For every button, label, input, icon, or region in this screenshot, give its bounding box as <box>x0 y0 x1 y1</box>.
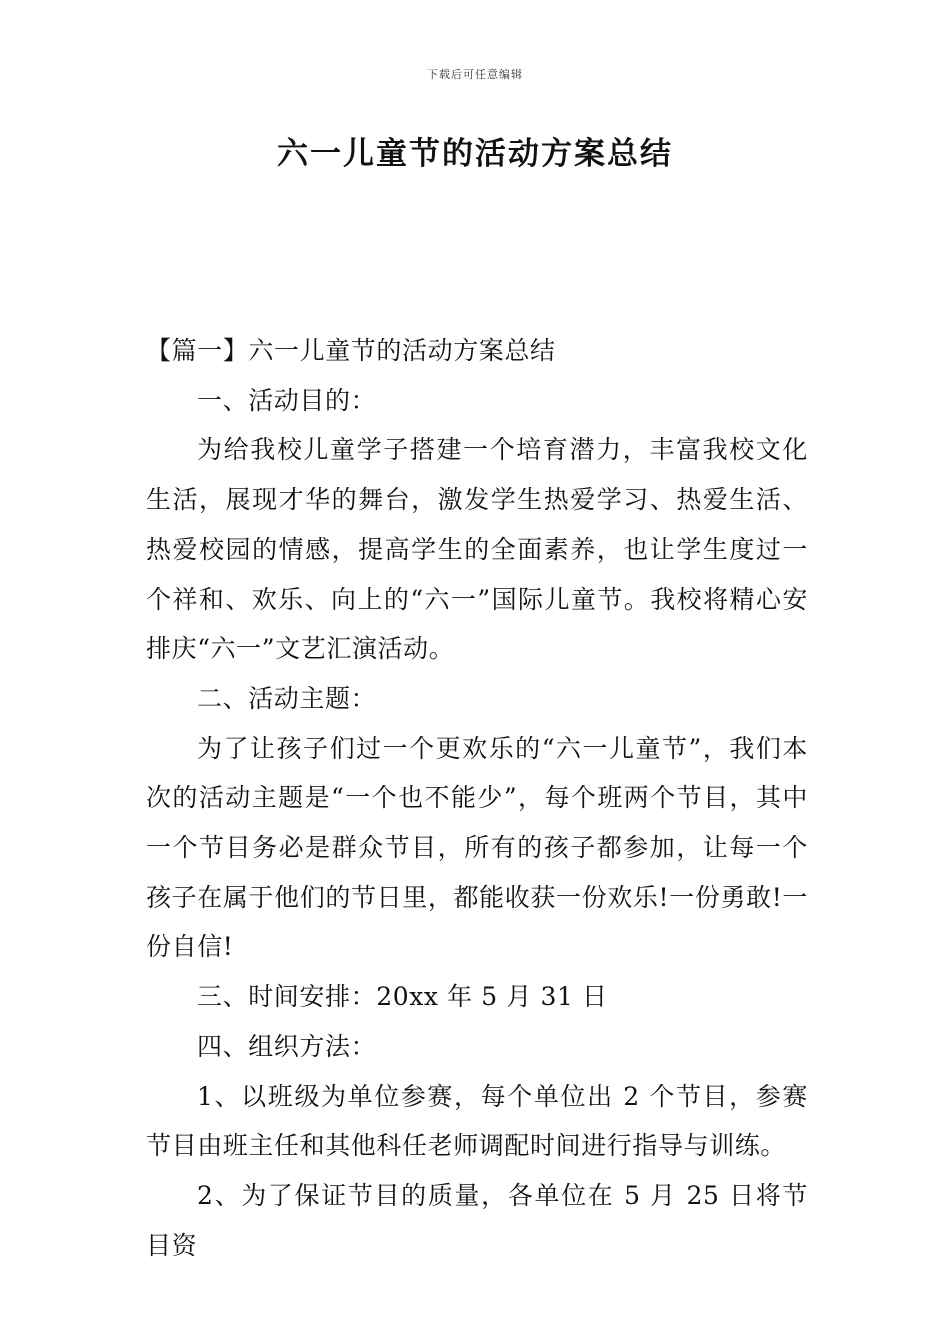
header-note: 下载后可任意编辑 <box>427 68 523 81</box>
heading-organization-method: 四、组织方法： <box>197 1031 377 1061</box>
section-heading: 【篇一】六一儿童节的活动方案总结 <box>146 336 556 365</box>
paragraph-activity-theme: 为了让孩子们过一个更欢乐的“六一儿童节”，我们本次的活动主题是“一个也不能少”，每个班两个节目，其中一个节目务必是群众节目，所有的孩子都参加，让每一个孩子在属于他们的节日里，都能收获一份欢乐!一份勇敢!一份自信! <box>146 733 808 962</box>
paragraph-method-item-1: 1、以班级为单位参赛，每个单位出 2 个节目，参赛节目由班主任和其他科任老师调配时间进行指导与训练。 <box>146 1081 808 1161</box>
heading-activity-theme: 二、活动主题： <box>197 683 377 713</box>
paragraph-time-schedule: 三、时间安排：20xx 年 5 月 31 日 <box>197 982 608 1012</box>
document-title: 六一儿童节的活动方案总结 <box>277 136 673 172</box>
paragraph-method-item-2: 2、为了保证节目的质量，各单位在 5 月 25 日将节目资 <box>146 1180 808 1260</box>
paragraph-activity-purpose: 为给我校儿童学子搭建一个培育潜力，丰富我校文化生活，展现才华的舞台，激发学生热爱学习、热爱生活、热爱校园的情感，提高学生的全面素养，也让学生度过一个祥和、欢乐、向上的“六一”国际儿童节。我校将精心安排庆“六一”文艺汇演活动。 <box>146 435 808 664</box>
document-body <box>146 326 808 1270</box>
heading-activity-purpose: 一、活动目的： <box>197 385 377 415</box>
